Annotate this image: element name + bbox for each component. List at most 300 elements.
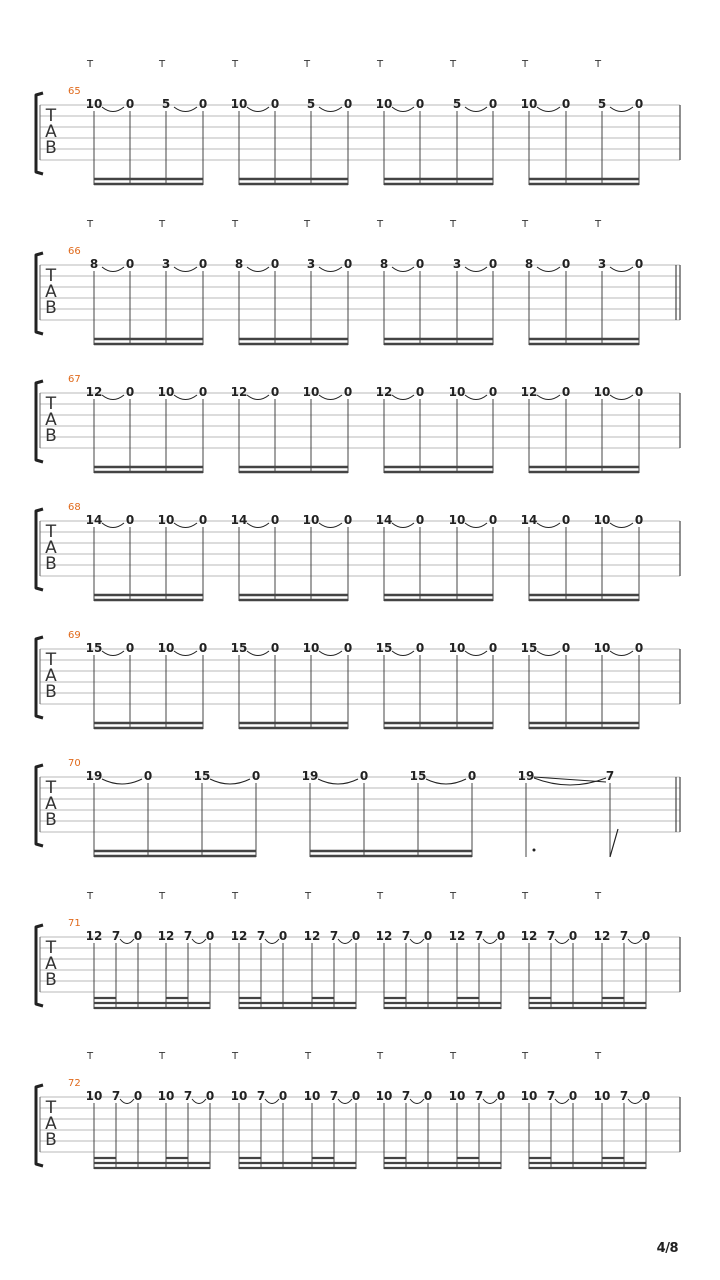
slur: [102, 395, 124, 400]
fret-number: 10: [520, 1089, 538, 1103]
slur: [265, 939, 279, 944]
measure-number: 68: [68, 502, 81, 513]
fret-number: 0: [488, 257, 498, 271]
fret-number: 0: [343, 385, 353, 399]
fret-number: 0: [634, 513, 644, 527]
note-group: [521, 59, 644, 185]
slur: [610, 107, 633, 112]
tap-marker: T: [304, 891, 312, 902]
tab-clef-letter: A: [45, 794, 57, 814]
fret-number: 12: [85, 929, 103, 943]
note-group: [376, 1051, 433, 1169]
fret-number: 10: [520, 97, 538, 111]
fret-number: 0: [561, 385, 571, 399]
fret-number: 12: [230, 385, 248, 399]
fret-number: 10: [302, 513, 320, 527]
slur: [120, 1099, 134, 1104]
fret-number: 15: [85, 641, 103, 655]
fret-number: 0: [488, 513, 498, 527]
fret-number: 0: [561, 641, 571, 655]
fret-number: 7: [619, 929, 629, 943]
slur: [610, 267, 633, 272]
tap-marker: T: [449, 59, 457, 70]
fret-number: 0: [415, 97, 425, 111]
fret-number: 10: [157, 385, 175, 399]
tab-clef-letter: B: [45, 138, 57, 158]
tab-clef-letter: B: [45, 810, 57, 830]
slur: [537, 523, 560, 528]
tab-system-72: [36, 1051, 680, 1169]
tab-system-66: [36, 219, 680, 345]
note-group: [86, 59, 208, 185]
tap-marker: T: [86, 59, 94, 70]
fret-number: 7: [546, 1089, 556, 1103]
slur: [392, 651, 414, 656]
tap-marker: T: [376, 1051, 384, 1062]
fret-number: 0: [634, 97, 644, 111]
fret-number: 0: [561, 257, 571, 271]
tab-clef-letter: A: [45, 538, 57, 558]
fret-number: 0: [568, 929, 578, 943]
tab-clef-letter: T: [45, 778, 57, 798]
note-group: [231, 219, 352, 345]
tab-clef-letter: B: [45, 1130, 57, 1150]
note-group: [521, 385, 644, 473]
tab-clef-letter: A: [45, 282, 57, 302]
fret-number: 10: [85, 1089, 103, 1103]
fret-number: 0: [359, 769, 369, 783]
tab-clef-letter: T: [45, 938, 57, 958]
tab-clef-letter: A: [45, 1114, 57, 1134]
fret-number: 7: [183, 1089, 193, 1103]
slur: [192, 939, 206, 944]
fret-number: 0: [343, 97, 353, 111]
slur: [247, 395, 269, 400]
dot: [533, 849, 536, 852]
fret-number: 0: [467, 769, 477, 783]
fret-number: 0: [270, 97, 280, 111]
slur: [247, 107, 269, 112]
slur: [392, 107, 414, 112]
fret-number: 0: [496, 929, 506, 943]
fret-number: 0: [343, 641, 353, 655]
tap-marker: T: [86, 219, 94, 230]
note-group: [231, 385, 353, 473]
note-group: [376, 891, 433, 1009]
slur: [537, 395, 560, 400]
note-group: [86, 1051, 143, 1169]
tap-marker: T: [158, 219, 166, 230]
fret-number: 0: [278, 1089, 288, 1103]
slur: [102, 651, 124, 656]
fret-number: 12: [375, 385, 393, 399]
tap-marker: T: [303, 219, 311, 230]
measure-number: 69: [68, 630, 81, 641]
note-group: [521, 513, 644, 601]
tap-marker: T: [594, 219, 602, 230]
tap-marker: T: [231, 1051, 239, 1062]
fret-number: 14: [375, 513, 393, 527]
tab-system-67: [36, 374, 680, 473]
fret-number: 0: [568, 1089, 578, 1103]
slur: [247, 651, 269, 656]
fret-number: 12: [448, 929, 466, 943]
fret-number: 12: [303, 929, 321, 943]
fret-number: 0: [133, 1089, 143, 1103]
tap-marker: T: [158, 1051, 166, 1062]
tap-marker: T: [376, 891, 384, 902]
tap-marker: T: [158, 891, 166, 902]
fret-number: 0: [198, 641, 208, 655]
slur: [610, 523, 633, 528]
tab-clef-letter: A: [45, 122, 57, 142]
fret-number: 0: [205, 929, 215, 943]
fret-number: 10: [230, 1089, 248, 1103]
fret-number: 0: [561, 97, 571, 111]
note-group: [376, 219, 497, 345]
slur: [174, 107, 197, 112]
slur: [465, 651, 487, 656]
tap-marker: T: [231, 891, 239, 902]
fret-number: 0: [415, 513, 425, 527]
fret-number: 3: [452, 257, 462, 271]
fret-number: 7: [183, 929, 193, 943]
note-group: [376, 513, 498, 601]
fret-number: 12: [85, 385, 103, 399]
fret-number: 0: [125, 641, 135, 655]
measure-number: 71: [68, 918, 81, 929]
tab-clef-letter: B: [45, 554, 57, 574]
fret-number: 0: [125, 257, 135, 271]
fret-number: 14: [520, 513, 538, 527]
fret-number: 0: [415, 257, 425, 271]
fret-number: 0: [198, 385, 208, 399]
fret-number: 10: [593, 513, 611, 527]
tap-marker: T: [376, 59, 384, 70]
fret-number: 0: [270, 513, 280, 527]
fret-number: 7: [329, 929, 339, 943]
note-group: [304, 1051, 361, 1169]
note-group: [521, 891, 578, 1009]
tap-marker: T: [521, 1051, 529, 1062]
slur: [174, 395, 197, 400]
slur: [628, 939, 642, 944]
fret-number: 19: [517, 769, 535, 783]
fret-number: 8: [89, 257, 99, 271]
slur: [210, 779, 250, 784]
slur: [247, 523, 269, 528]
fret-number: 5: [597, 97, 607, 111]
slur: [174, 267, 197, 272]
fret-number: 0: [133, 929, 143, 943]
fret-number: 14: [85, 513, 103, 527]
fret-number: 19: [301, 769, 319, 783]
tab-clef-letter: B: [45, 970, 57, 990]
fret-number: 10: [448, 385, 466, 399]
fret-number: 3: [597, 257, 607, 271]
fret-number: 10: [593, 385, 611, 399]
fret-number: 10: [157, 513, 175, 527]
page-number: 4/8: [656, 1241, 678, 1256]
fret-number: 12: [375, 929, 393, 943]
fret-number: 14: [230, 513, 248, 527]
fret-number: 3: [161, 257, 171, 271]
fret-number: 10: [375, 1089, 393, 1103]
slur: [102, 267, 124, 272]
note-group: [521, 219, 643, 345]
measure-number: 72: [68, 1078, 81, 1089]
fret-number: 0: [351, 929, 361, 943]
slur: [537, 651, 560, 656]
fret-number: 7: [401, 929, 411, 943]
measure-number: 70: [68, 758, 81, 769]
tab-system-71: [36, 891, 680, 1009]
fret-number: 12: [520, 385, 538, 399]
note-group: [376, 385, 498, 473]
slur: [410, 939, 424, 944]
fret-number: 0: [205, 1089, 215, 1103]
tap-marker: T: [521, 219, 529, 230]
fret-number: 0: [251, 769, 261, 783]
fret-number: 0: [415, 641, 425, 655]
note-group: [302, 769, 477, 857]
fret-number: 15: [375, 641, 393, 655]
fret-number: 12: [593, 929, 611, 943]
tab-clef-letter: A: [45, 666, 57, 686]
tab-clef-letter: T: [45, 650, 57, 670]
fret-number: 19: [85, 769, 103, 783]
note-group: [231, 59, 353, 185]
fret-number: 0: [488, 97, 498, 111]
slur: [102, 779, 142, 784]
slur: [265, 1099, 279, 1104]
tap-marker: T: [231, 219, 239, 230]
fret-number: 0: [270, 257, 280, 271]
fret-number: 5: [306, 97, 316, 111]
note-group: [86, 769, 261, 857]
fret-number: 10: [157, 641, 175, 655]
slur: [465, 395, 487, 400]
fret-number: 7: [619, 1089, 629, 1103]
fret-number: 0: [634, 641, 644, 655]
fret-number: 10: [448, 1089, 466, 1103]
slur: [465, 107, 487, 112]
note-group: [86, 513, 208, 601]
note-group: [86, 219, 207, 345]
fret-number: 8: [379, 257, 389, 271]
fret-number: 0: [641, 1089, 651, 1103]
fret-number: 10: [302, 641, 320, 655]
fret-number: 0: [488, 385, 498, 399]
slur: [392, 267, 414, 272]
fret-number: 7: [111, 1089, 121, 1103]
fret-number: 10: [375, 97, 393, 111]
note-group: [449, 891, 506, 1009]
fret-number: 8: [524, 257, 534, 271]
measure-number: 65: [68, 86, 81, 97]
tap-marker: T: [231, 59, 239, 70]
tap-marker: T: [304, 1051, 312, 1062]
note-group: [376, 641, 498, 729]
fret-number: 0: [343, 513, 353, 527]
fret-number: 0: [198, 97, 208, 111]
fret-number: 10: [593, 641, 611, 655]
fret-number: 0: [423, 929, 433, 943]
note-group: [594, 891, 651, 1009]
fret-number: 0: [561, 513, 571, 527]
tap-marker: T: [594, 891, 602, 902]
slur: [174, 523, 197, 528]
fret-number: 0: [351, 1089, 361, 1103]
fret-number: 7: [111, 929, 121, 943]
slur: [537, 107, 560, 112]
fret-number: 0: [198, 257, 208, 271]
measure-number: 67: [68, 374, 81, 385]
fret-number: 0: [634, 257, 644, 271]
fret-number: 10: [302, 385, 320, 399]
slur: [338, 1099, 352, 1104]
slur: [319, 395, 342, 400]
fret-number: 5: [452, 97, 462, 111]
fret-number: 7: [605, 769, 615, 783]
fret-number: 10: [230, 97, 248, 111]
fret-number: 5: [161, 97, 171, 111]
tab-system-68: [36, 502, 680, 601]
fret-number: 15: [520, 641, 538, 655]
slur: [610, 395, 633, 400]
slur: [247, 267, 269, 272]
tab-system-65: [36, 59, 680, 185]
slur: [392, 523, 414, 528]
slur: [483, 939, 497, 944]
tap-marker: T: [449, 219, 457, 230]
fret-number: 0: [125, 385, 135, 399]
tab-clef-letter: B: [45, 298, 57, 318]
fret-number: 10: [85, 97, 103, 111]
slur: [102, 107, 124, 112]
fret-number: 7: [329, 1089, 339, 1103]
tap-marker: T: [594, 1051, 602, 1062]
note-group: [231, 891, 288, 1009]
fret-number: 7: [474, 929, 484, 943]
note-group: [521, 641, 644, 729]
tap-marker: T: [303, 59, 311, 70]
fret-number: 0: [343, 257, 353, 271]
slur: [102, 523, 124, 528]
fret-number: 0: [496, 1089, 506, 1103]
slur: [537, 267, 560, 272]
fret-number: 7: [256, 1089, 266, 1103]
tap-marker: T: [86, 1051, 94, 1062]
slur: [426, 779, 466, 784]
note-group: [158, 891, 215, 1009]
fret-number: 0: [198, 513, 208, 527]
note-group: [376, 59, 498, 185]
fret-number: 8: [234, 257, 244, 271]
fret-number: 12: [520, 929, 538, 943]
slur: [319, 107, 342, 112]
tap-marker: T: [86, 891, 94, 902]
slur: [338, 939, 352, 944]
fret-number: 15: [409, 769, 427, 783]
slur: [319, 651, 342, 656]
fret-number: 0: [270, 385, 280, 399]
note-group: [158, 1051, 215, 1169]
tab-system-70: [36, 758, 680, 857]
fret-number: 10: [593, 1089, 611, 1103]
fret-number: 0: [634, 385, 644, 399]
fret-number: 12: [230, 929, 248, 943]
fret-number: 0: [125, 97, 135, 111]
fret-number: 7: [401, 1089, 411, 1103]
fret-number: 15: [230, 641, 248, 655]
slur: [392, 395, 414, 400]
flag: [610, 829, 618, 857]
note-group: [231, 513, 353, 601]
tab-clef-letter: B: [45, 682, 57, 702]
tap-marker: T: [521, 891, 529, 902]
note-group: [231, 641, 353, 729]
note-group: [86, 891, 143, 1009]
slur: [628, 1099, 642, 1104]
slur: [555, 1099, 569, 1104]
note-group: [86, 641, 208, 729]
slur: [610, 651, 633, 656]
slur: [465, 267, 487, 272]
note-group: [449, 1051, 506, 1169]
fret-number: 0: [278, 929, 288, 943]
fret-number: 0: [415, 385, 425, 399]
slur: [555, 939, 569, 944]
fret-number: 0: [270, 641, 280, 655]
tab-system-69: [36, 630, 680, 729]
fret-number: 0: [488, 641, 498, 655]
tab-clef-letter: T: [45, 266, 57, 286]
fret-number: 0: [143, 769, 153, 783]
note-group: [518, 769, 618, 857]
slur: [318, 779, 358, 784]
tab-clef-letter: A: [45, 954, 57, 974]
note-group: [594, 1051, 651, 1169]
fret-number: 7: [474, 1089, 484, 1103]
fret-number: 10: [157, 1089, 175, 1103]
slur: [120, 939, 134, 944]
slur: [174, 651, 197, 656]
measure-number: 66: [68, 246, 81, 257]
tap-marker: T: [449, 1051, 457, 1062]
tap-marker: T: [158, 59, 166, 70]
tab-clef-letter: T: [45, 1098, 57, 1118]
fret-number: 10: [448, 641, 466, 655]
note-group: [521, 1051, 578, 1169]
fret-number: 0: [641, 929, 651, 943]
slur: [319, 523, 342, 528]
note-group: [304, 891, 361, 1009]
fret-number: 0: [125, 513, 135, 527]
note-group: [86, 385, 208, 473]
fret-number: 12: [157, 929, 175, 943]
slur: [319, 267, 342, 272]
tab-clef-letter: B: [45, 426, 57, 446]
fret-number: 7: [256, 929, 266, 943]
tap-marker: T: [376, 219, 384, 230]
tab-clef-letter: A: [45, 410, 57, 430]
slur: [192, 1099, 206, 1104]
slur: [483, 1099, 497, 1104]
tap-marker: T: [594, 59, 602, 70]
tab-clef-letter: T: [45, 522, 57, 542]
fret-number: 3: [306, 257, 316, 271]
